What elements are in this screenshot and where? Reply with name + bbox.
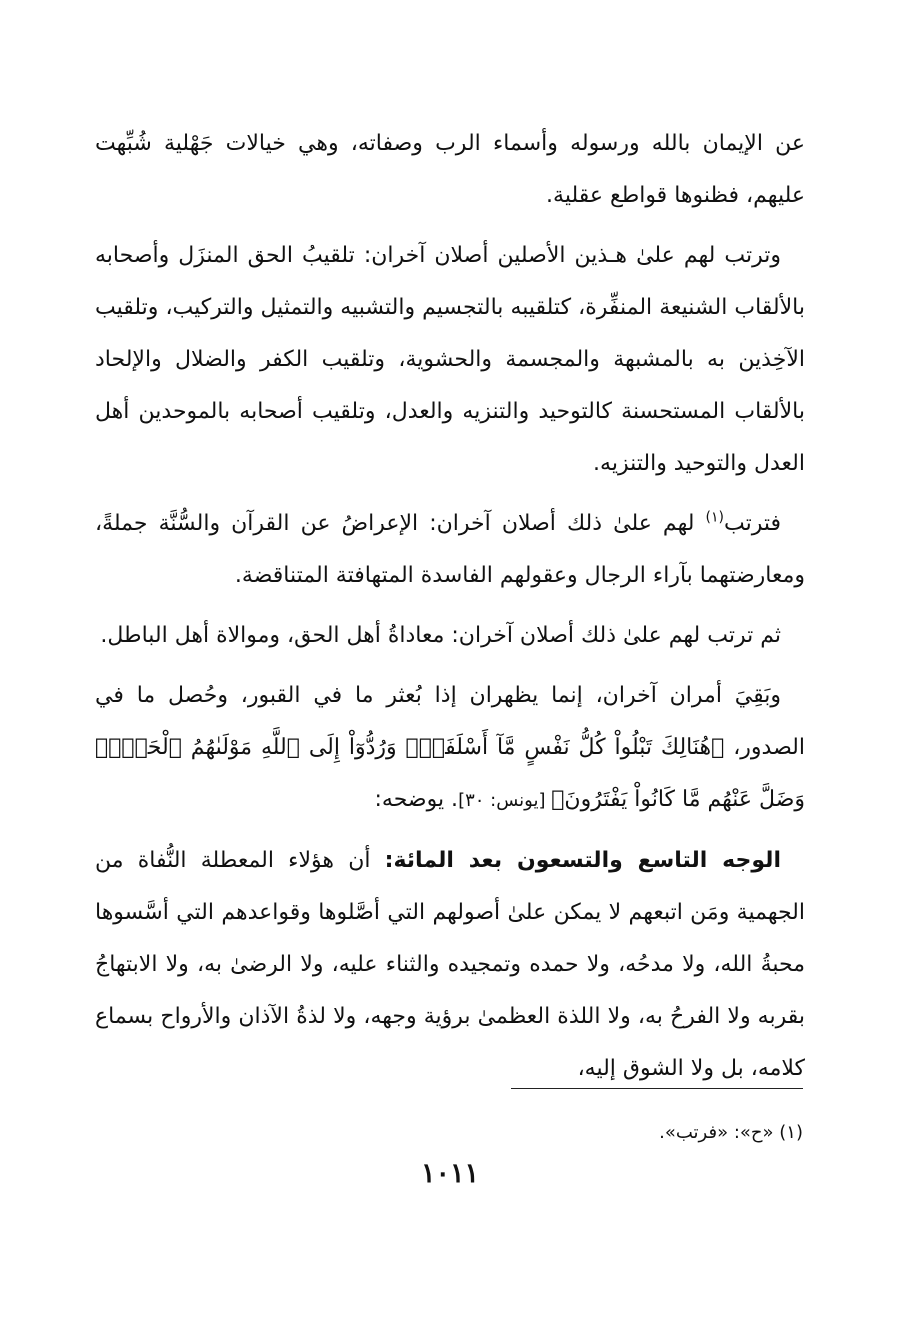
- paragraph-5-end: . يوضحه:: [374, 787, 459, 812]
- paragraph-2: وترتب لهم علىٰ هـذين الأصلين أصلان آخران: تلقيبُ الحق المنزَل وأصحابه بالألقاب الشنيعة المنفِّرة، كتلقيبه بالتجسيم والتشبيه والتمثيل والتركيب، وتلقيب الآخِذين به بالمشبهة والمجسمة والحشوية، وتلقيب الكفر والضلال والإلحاد بالألقاب المستحسنة كالتوحيد والتنزيه والعدل، وتلقيب أصحابه بالموحدين أهل العدل والتوحيد والتنزيه.: [95, 243, 805, 476]
- page-number: ١٠١١: [420, 1158, 479, 1189]
- section-heading: الوجه التاسع والتسعون بعد المائة:: [384, 848, 781, 873]
- footnote-divider: [511, 1088, 803, 1089]
- paragraph-3: [95, 498, 805, 602]
- quran-verse: ﴿هُنَالِكَ تَبْلُواْ كُلُّ نَفْسٍ مَّآ أَسْلَفَتْۚ وَرُدُّوٓاْ إِلَى ٱللَّهِ مَوْلَىٰهُمُ ٱلْحَقِّۖ وَضَلَّ عَنْهُم مَّا كَانُواْ يَفْتَرُونَ﴾: [95, 735, 805, 812]
- paragraph-4: ثم ترتب لهم علىٰ ذلك أصلان آخران: معاداةُ أهل الحق، وموالاة أهل الباطل.: [100, 623, 781, 648]
- paragraph-6-body: أن هؤلاء المعطلة النُّفاة من الجهمية ومَن اتبعهم لا يمكن علىٰ أصولهم التي أصَّلوها وقواعدهم التي أسَّسوها محبةُ الله، ولا مدحُه، ولا حمده وتمجيده والثناء عليه، ولا الرضىٰ به، ولا الابتهاجُ بقربه ولا الفرحُ به، ولا اللذة العظمىٰ برؤية وجهه، ولا لذةُ الآذان والأرواح بسماع كلامه، بل ولا الشوق إليه،: [95, 848, 805, 1081]
- footnote-marker[interactable]: (١): [705, 509, 724, 526]
- paragraph-1: عن الإيمان بالله ورسوله وأسماء الرب وصفاته، وهي خيالات جَهْلية شُبِّهت عليهم، فظنوها قواطع عقلية.: [95, 131, 805, 208]
- paragraph-6: [95, 835, 805, 1095]
- paragraph-5: [95, 670, 805, 827]
- footnote: (١) «ح»: «فرتب».: [659, 1122, 803, 1143]
- verse-reference: [يونس: ٣٠]: [458, 790, 552, 811]
- paragraph-3-rest: لهم علىٰ ذلك أصلان آخران: الإعراضُ عن القرآن والسُّنَّة جملةً، ومعارضتهما بآراء الرجال وعقولهم الفاسدة المتهافتة المتناقضة.: [95, 511, 805, 588]
- paragraph-5-start: وبَقِيَ أمران آخران، إنما يظهران إذا بُعثر ما في القبور، وحُصل ما في الصدور،: [95, 683, 805, 760]
- page-body: [95, 118, 805, 1103]
- paragraph-3-start: فترتب: [723, 511, 781, 536]
